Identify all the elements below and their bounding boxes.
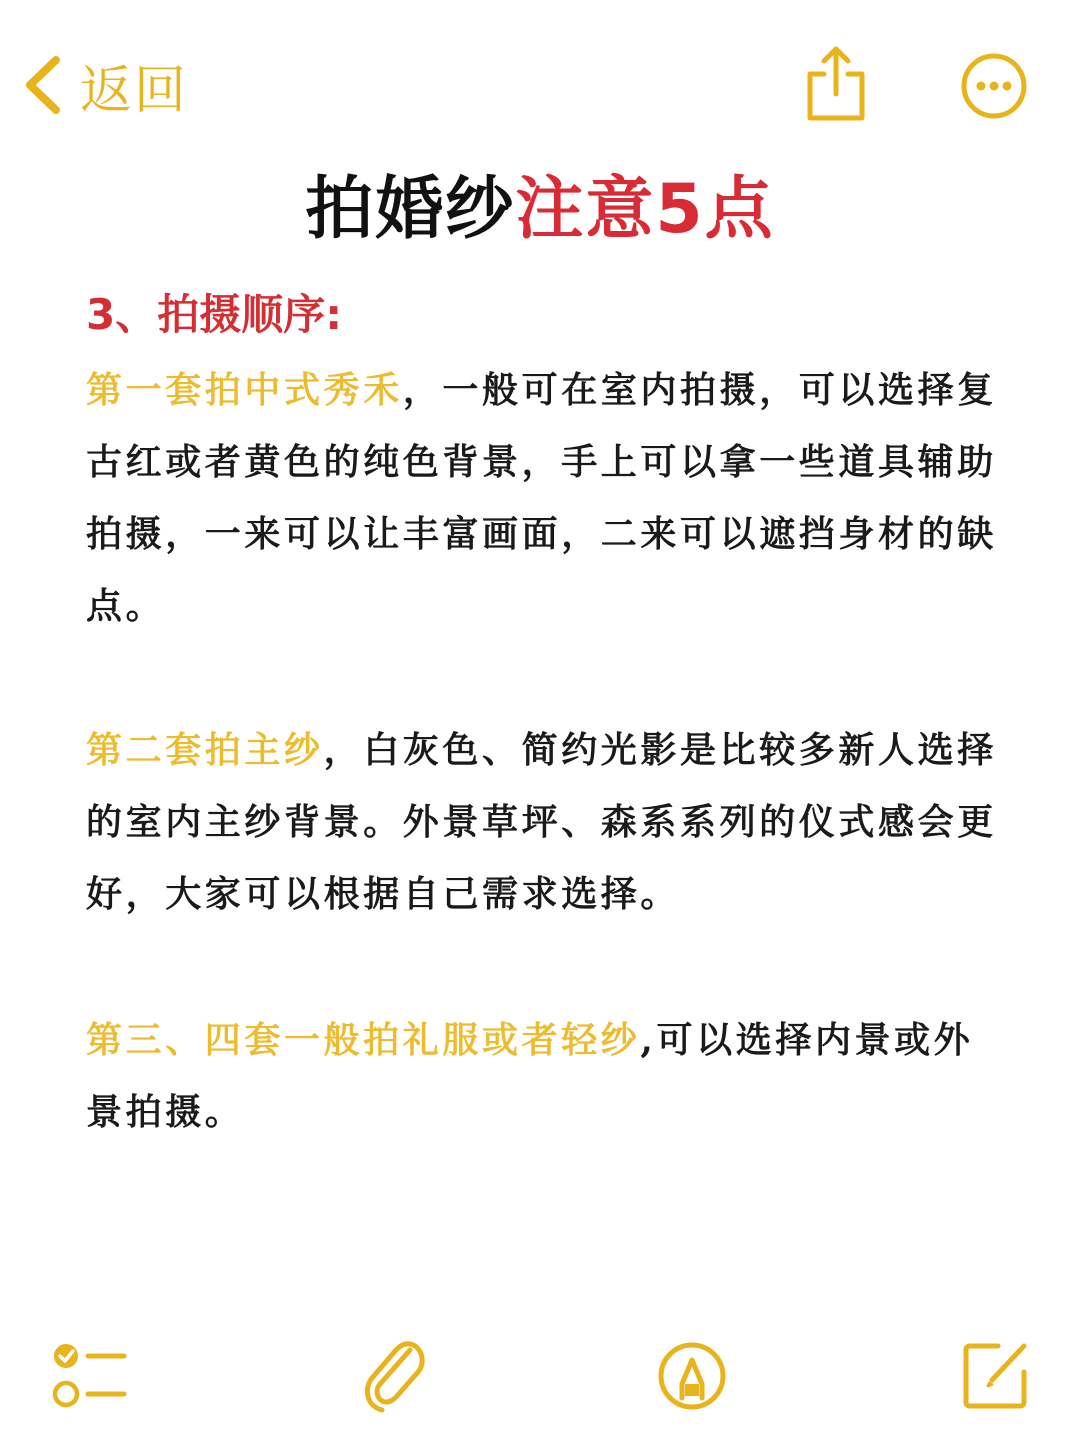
paragraph-text: ，白灰色、简约光影是比较多新人选择的室内主纱背景。外景草坪、森系系列的仪式感会更好，大家可以根据自己需求选择。 <box>86 729 997 915</box>
navigation-bar <box>0 0 1080 170</box>
share-icon[interactable] <box>804 44 868 124</box>
title-black-part: 拍婚纱 <box>305 170 516 249</box>
markup-pen-icon[interactable] <box>656 1340 728 1412</box>
title-red-part: 注意5点 <box>515 170 775 249</box>
bottom-toolbar <box>0 1320 1080 1443</box>
paragraph-highlight: 第一套拍中式秀禾 <box>86 369 403 411</box>
paragraph-highlight: 第二套拍主纱 <box>86 729 324 771</box>
page-title <box>0 168 1080 252</box>
paragraph-text: ，一般可在室内拍摄，可以选择复古红或者黄色的纯色背景，手上可以拿一些道具辅助拍摄，一来可以让丰富画面，二来可以遮挡身材的缺点。 <box>86 369 997 627</box>
chevron-left-icon <box>22 54 62 116</box>
section-heading: 3、拍摄顺序: <box>86 290 343 339</box>
compose-icon[interactable] <box>958 1336 1034 1412</box>
paragraph-highlight: 第三、四套一般拍礼服或者轻纱 <box>86 1019 641 1061</box>
paragraph-second-set <box>86 714 998 930</box>
back-label: 返回 <box>80 60 189 121</box>
checklist-icon[interactable] <box>50 1340 130 1410</box>
paragraph-first-set <box>86 354 998 642</box>
paragraph-third-fourth-set <box>86 1004 998 1148</box>
more-icon[interactable] <box>960 52 1028 120</box>
paragraph-text: ,可以选择内景或外景拍摄。 <box>86 1019 974 1133</box>
back-button[interactable] <box>22 52 189 121</box>
paperclip-icon[interactable] <box>358 1336 430 1416</box>
